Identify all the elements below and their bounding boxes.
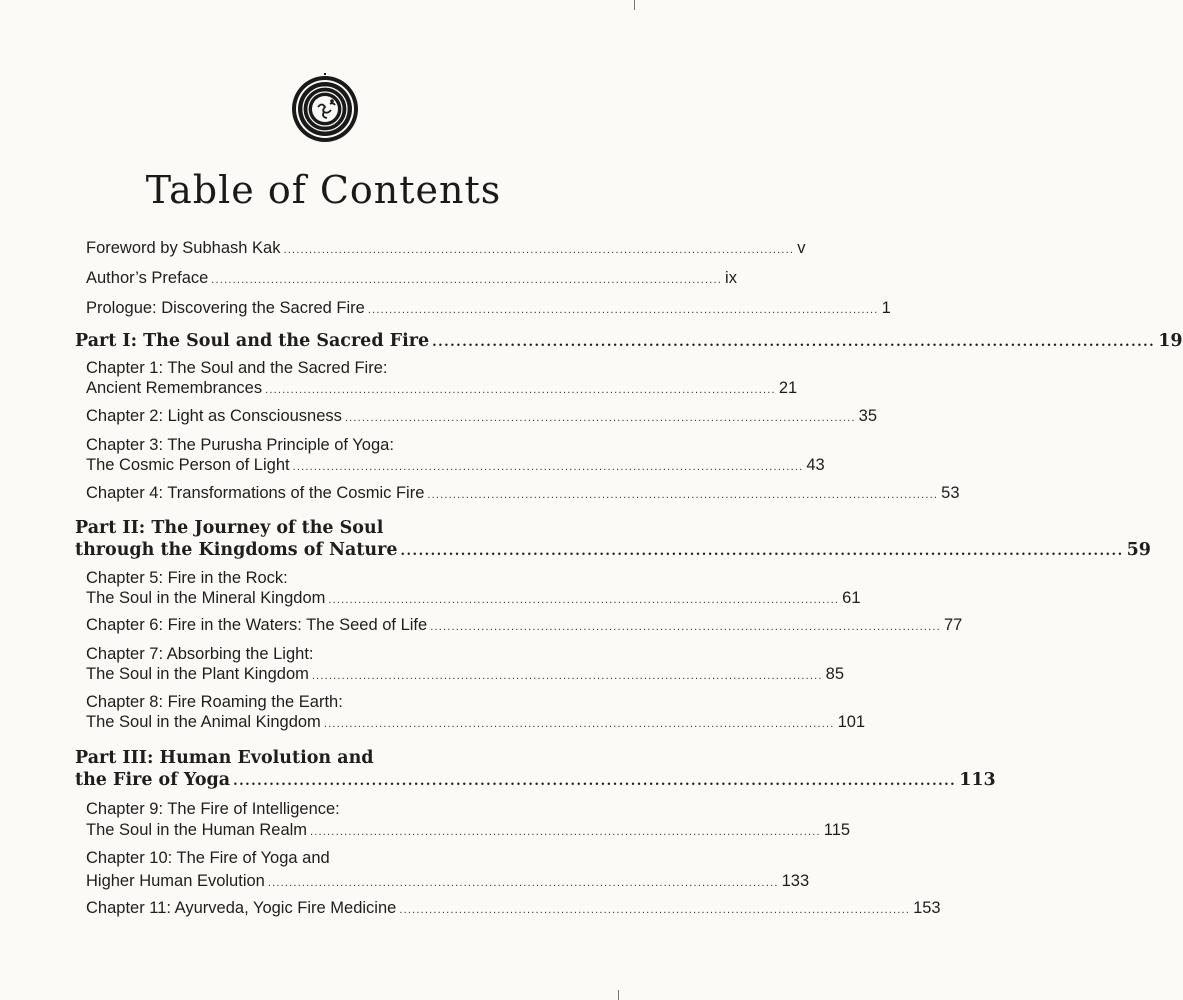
dot-leader: ........................................................................................................................ [323,718,835,730]
entry-title: The Cosmic Person of Light [86,456,290,474]
page-number: 115 [823,821,851,839]
toc-entry-prologue[interactable] [86,296,891,320]
page-number: 53 [941,484,960,502]
dot-leader: ........................................................................................................................ [292,461,804,473]
toc-entry-line: Chapter 3: The Purusha Principle of Yoga: [86,436,394,454]
entry-title: Chapter 4: Transformations of the Cosmic Fire [86,484,425,502]
entry-title: Chapter 6: Fire in the Waters: The Seed of Life [86,616,428,634]
entry-title: Higher Human Evolution [86,872,265,890]
toc-entry-line: Chapter 1: The Soul and the Sacred Fire: [86,359,388,377]
dot-leader: ........................................................................................................................ [311,670,823,682]
toc-entry-line: Chapter 8: Fire Roaming the Earth: [86,693,343,711]
toc-entry-chapter-9[interactable] [86,818,851,842]
entry-title: Foreword by Subhash Kak [86,239,281,257]
toc-entry-preface[interactable] [86,266,737,290]
page-number: 21 [778,379,798,397]
toc-entry-line: Chapter 9: The Fire of Intelligence: [86,800,340,818]
entry-title: Chapter 11: Ayurveda, Yogic Fire Medicine [86,899,397,917]
toc-entry-chapter-10[interactable] [86,869,810,893]
entry-title: Author’s Preface [86,269,209,287]
dot-leader: ........................................................................................................................ [328,594,840,606]
page-number: 1 [881,299,891,317]
entry-title: Prologue: Discovering the Sacred Fire [86,299,365,317]
page-number: 113 [959,770,996,790]
toc-entry-chapter-5[interactable] [86,586,861,610]
toc-entry-chapter-1[interactable] [86,376,798,400]
toc-entry-chapter-8[interactable] [86,710,866,734]
dot-leader: ........................................................................................................................ [432,335,1156,350]
dot-leader: ........................................................................................................................ [399,904,911,916]
toc-entry-line: Chapter 5: Fire in the Rock: [86,569,288,587]
entry-title: The Soul in the Animal Kingdom [86,713,321,731]
dot-leader: ........................................................................................................................ [427,489,939,501]
page-title: Table of Contents [145,168,502,212]
page-number: 19 [1158,331,1183,351]
toc-entry-line: Chapter 10: The Fire of Yoga and [86,849,330,867]
toc-entry-chapter-4[interactable] [86,481,960,505]
toc-entry-chapter-2[interactable] [86,404,878,428]
page-number: 101 [837,713,866,731]
dot-leader: ........................................................................................................................ [283,244,795,256]
page-number: 59 [1126,540,1151,560]
toc-entry-chapter-6[interactable] [86,613,963,637]
dot-leader: ........................................................................................................................ [344,412,856,424]
dot-leader: ........................................................................................................................ [310,826,821,838]
toc-entry-foreword[interactable] [86,236,806,260]
page-number: 77 [943,616,963,634]
dot-leader: ........................................................................................................................ [211,274,723,286]
entry-title: The Soul in the Plant Kingdom [86,665,309,683]
entry-title: The Soul in the Human Realm [86,821,308,839]
dot-leader: ........................................................................................................................ [233,774,957,789]
toc-entry-part-1[interactable] [75,329,1183,353]
dot-leader: ........................................................................................................................ [400,544,1124,559]
page-number: 85 [825,665,844,683]
page-number: 133 [781,872,810,890]
entry-title: Chapter 2: Light as Consciousness [86,407,342,425]
dot-leader: ........................................................................................................................ [430,621,941,633]
toc-entry-chapter-7[interactable] [86,662,844,686]
entry-title: Ancient Remembrances [86,379,263,397]
dot-leader: ........................................................................................................................ [267,877,779,889]
toc-entry-part-2[interactable] [75,538,1151,562]
toc-entry-chapter-3[interactable] [86,453,825,477]
entry-title: Part I: The Soul and the Sacred Fire [75,331,430,351]
toc-entry-line: Part III: Human Evolution and [75,748,374,768]
toc-entry-line: Part II: The Journey of the Soul [75,518,384,538]
toc-entry-chapter-11[interactable] [86,896,941,920]
toc-entry-part-3[interactable] [75,768,996,792]
page-number: v [797,239,806,257]
page-number: 153 [913,899,941,917]
dot-leader: ........................................................................................................................ [367,304,879,316]
dot-leader: ........................................................................................................................ [265,384,776,396]
page-number: 35 [858,407,878,425]
toc-entry-line: Chapter 7: Absorbing the Light: [86,645,314,663]
entry-title: The Soul in the Mineral Kingdom [86,589,326,607]
page-number: 43 [806,456,825,474]
page-number: 61 [842,589,861,607]
entry-title: the Fire of Yoga [75,770,231,790]
entry-title: through the Kingdoms of Nature [75,540,398,560]
page-number: ix [725,269,737,287]
